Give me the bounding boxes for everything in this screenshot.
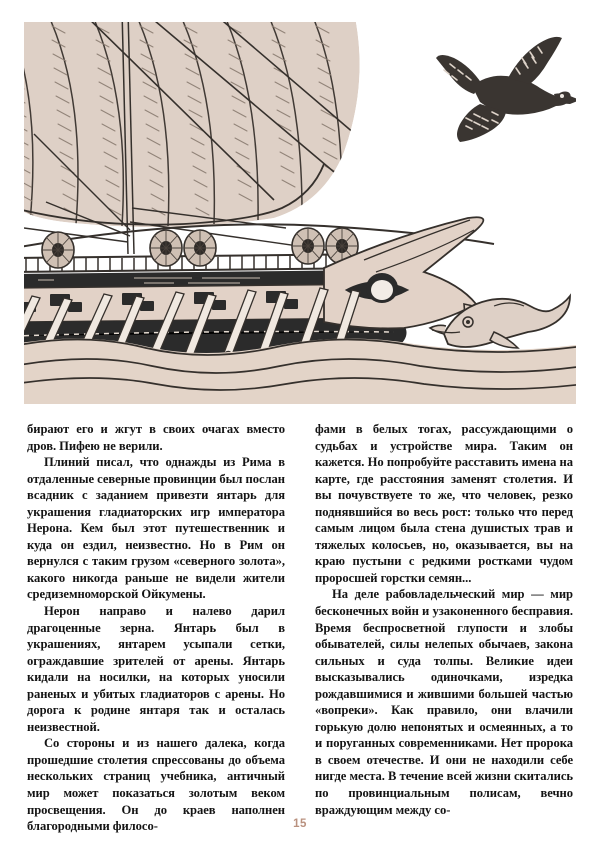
shields	[42, 228, 358, 268]
shield	[292, 228, 324, 264]
paragraph: Нерон направо и налево дарил драгоценные зерна. Янтарь был в украшениях, янтарем усыпали сетки, ограждавшие зрителей от арены. Янтарь кидали на носилки, на которых уносили раненых и убитых гладиаторов с арены. Но дорога к родине янтаря так и осталась неизвестной.	[27, 604, 285, 734]
paragraph: Плиний писал, что однажды из Рима в отдаленные северные провинции был послан всадник с заданием привезти янтарь для украшения гладиаторских игр императора Нерона. Кем был этот путешественник и куда он ездил, неизвестно. Но в Рим он вернулся с таким грузом «северного золота», какого никогда раньше не видели жители средиземноморской Ойкумены.	[27, 455, 285, 602]
paragraph: бирают его и жгут в своих очагах вместо дров. Пифею не верили.	[27, 422, 285, 453]
right-text-column	[315, 421, 573, 817]
left-text-column	[27, 421, 285, 834]
paragraph: На деле рабовладельческий мир — мир бесконечных войн и узаконенного бесправия. Время беспросветной глупости и злобы обывателей, силы нелепых обычаев, закона сильных и суда толпы. Великие идеи высказывались одиночками, изредка рождавшимися и жившими большей частью «вопреки». Как правило, они влачили горькую долю непонятых и осмеянных, а то и поруганных современниками. Нет пророка в своем отечестве. И они не находили себе нигде места. В течение всей жизни скитались по провинциальным полисам, вечно враждующим между со-	[315, 587, 573, 817]
paragraph: фами в белых тогах, рассуждающими о судьбах и устройстве мира. Таким он кажется. Но попробуйте расставить имена на карте, где расстояния заменят столетия. И вы почувствуете то же, что человек, резко поднявшийся во весь рост: только что перед самым лицом была стена душистых трав и тяжелых колосьев, но, оказывается, вы на краю пустыни с редкими ростками чудом проросшей горстки семян...	[315, 422, 573, 585]
paragraph: Со стороны и из нашего далека, когда прошедшие столетия спрессованы до объема нескольких страниц учебника, античный мир может показаться золотым веком просвещения. Он до краев наполнен благородными филосо-	[27, 736, 285, 834]
shield	[150, 230, 182, 266]
shield	[42, 232, 74, 268]
page-number: 15	[293, 818, 307, 830]
sail	[24, 22, 381, 227]
ancient-greek-warship-illustration	[24, 22, 576, 407]
sea	[24, 338, 576, 404]
shield	[184, 230, 216, 266]
bird-icon	[436, 37, 576, 142]
